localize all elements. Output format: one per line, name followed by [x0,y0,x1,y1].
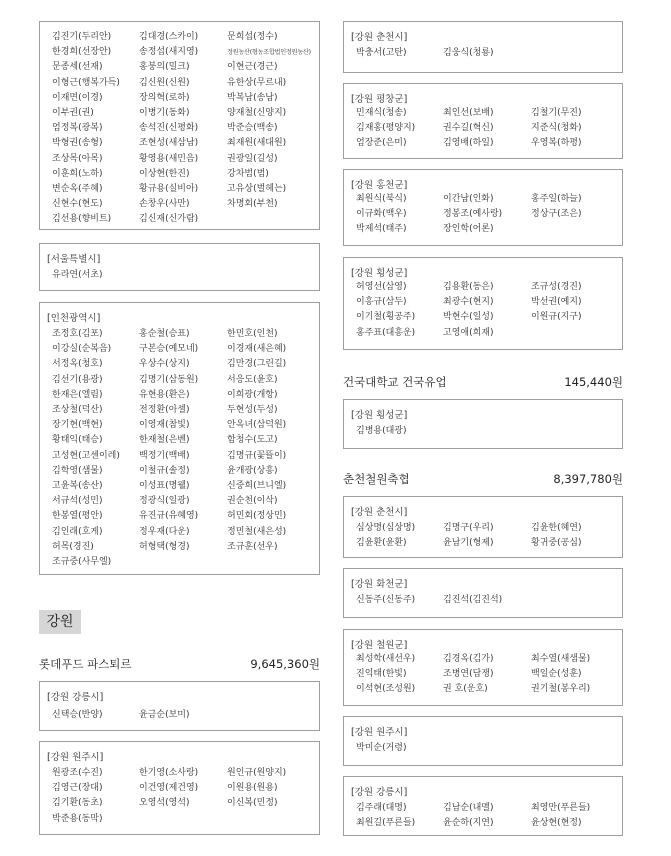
region-label: [강원 원주시] [47,752,104,763]
member-name: 손창우(사만) [139,199,190,210]
member-name: 이강실(순복음) [52,344,112,355]
member-name: 한봉열(평안) [52,511,103,522]
member-name: 권 호(운호) [443,684,488,695]
member-name: 조상목(아목) [52,153,103,164]
member-name: 허목(경진) [52,541,94,552]
member-name: 조현성(새삼남) [139,138,199,149]
member-name: 황규용(실비아) [139,184,199,195]
member-name: 문희섭(정수) [227,32,278,42]
hoengseong-box [343,399,623,449]
member-name: 최원식(북식) [356,194,407,204]
member-name: 이훈희(노하) [52,168,103,179]
member-name: 최광수(현지) [443,297,494,308]
member-name: 황영용(새민음) [139,153,199,164]
member-name [443,424,531,439]
member-name [227,708,327,723]
member-name: 박충서(고탄) [356,48,407,58]
member-name: 서응도(윤호) [227,374,278,385]
member-name [531,326,631,341]
incheon-box [39,302,320,575]
member-name: 심상명(심상명) [356,523,416,533]
gangneung-box [39,681,320,731]
cheorwon-box [343,629,623,706]
member-name: 이재면(이경) [52,92,103,103]
region-heading: 강원 [39,610,81,634]
member-name: 박선권(예지) [531,297,582,308]
name-grid [356,424,618,439]
member-name: 백일순(성훈) [531,669,582,680]
region-label: [강원 춘천시] [351,32,408,43]
member-name: 최영만(푸른들) [531,803,591,813]
member-name: 고영애(희재) [443,327,494,338]
member-name: 송석진(신평화) [139,123,199,134]
member-name [139,812,227,827]
member-name: 한기영(소사랑) [139,768,199,778]
name-grid [52,327,315,570]
member-name: 이원용(원용) [227,783,278,794]
member-name: 신동주(신동주) [356,595,416,605]
member-name: 조정호(김포) [52,329,103,339]
member-name: 박복남(송남) [227,92,278,103]
member-name: 조상철(덕산) [52,405,103,416]
member-name: 신택승(반양) [52,710,103,720]
member-name: 원광조(수진) [52,768,103,778]
member-name: 김명구(우리) [443,523,494,533]
member-name: 장인학(어론) [443,224,494,235]
member-name: 장의혁(로하) [139,92,190,103]
hoengseong-box [343,257,623,350]
member-name: 정상구(조은) [531,209,582,220]
member-name: 김병용(대광) [356,426,407,436]
member-name: 정원농산(형농조합법인정원농산) [227,49,311,57]
member-name: 고성현(고센이레) [52,450,120,461]
member-name: 황태익(태승) [52,435,103,446]
name-grid [52,268,315,283]
member-name: 서규석(성민) [52,496,103,507]
chuncheon-box [343,496,623,558]
region-label: [서울특별시] [47,254,101,265]
region-label: [강원 홍천군] [351,180,408,191]
member-name: 유진규(유혜영) [139,511,199,522]
member-name: 장기현(백현) [52,420,103,431]
member-name: 고유상(벌헤는) [227,184,287,195]
member-name: 허형택(형경) [139,541,190,552]
member-name: 구본승(예모네) [139,344,199,355]
member-name: 홍붕의(밀크) [139,62,190,73]
member-name: 정민철(새은성) [227,526,287,537]
hwacheon-box [343,568,623,618]
member-name: 김진석(김진석) [443,595,503,605]
member-name: 조규성(경진) [531,282,582,292]
member-name: 김재홍(평양지) [356,123,416,134]
member-name: 유라연(서초) [52,270,103,280]
member-name: 김영배(하일) [443,138,494,149]
pyeongchang-box [343,83,623,159]
member-name: 이영재(참빛) [139,420,190,431]
name-grid [356,46,618,61]
member-name: 허영선(삼영) [356,282,407,292]
member-name: 김대경(스카이) [139,32,199,42]
member-name: 최재원(새대원) [227,138,287,149]
member-name: 원인규(원양지) [227,768,287,778]
member-name: 이신복(민정) [227,798,278,809]
fund-amount: 9,645,360원 [250,657,320,671]
member-name: 조규훈(선우) [227,541,278,552]
region-label: [강원 철원군] [351,640,408,651]
member-name [227,212,327,227]
region-label: [강원 평창군] [351,94,408,105]
member-name: 이성표(명웰) [139,481,190,492]
member-name: 윤금순(보미) [139,710,190,720]
fund-name: 춘천철원축협 [343,472,410,486]
member-name: 문종세(선재) [52,62,103,73]
region-label: [인천광역시] [47,313,101,324]
member-name: 최인선(보배) [443,108,494,118]
member-name: 이희광(개항) [227,389,278,400]
name-grid [52,708,315,723]
name-grid [356,593,618,608]
member-name: 이병기(동화) [139,108,190,119]
fund-amount: 145,440원 [564,375,623,389]
member-name: 이부권(권) [52,108,94,119]
member-name: 이건영(제건영) [139,783,199,794]
member-name: 이경재(새은혜) [227,344,287,355]
member-name: 오영석(영석) [139,798,190,809]
member-name: 조규중(사무엘) [52,557,112,568]
member-name: 이규화(백우) [356,209,407,220]
fund-name: 롯데푸드 파스퇴르 [39,657,132,671]
fund-header [39,656,320,674]
member-name: 민재식(청송) [356,108,407,118]
member-name: 윤상현(현정) [531,818,582,829]
member-name: 황귀중(공심) [531,538,582,549]
member-name: 유한상(무르내) [227,77,287,88]
name-grid [356,741,618,756]
member-name: 한경희(선장안) [52,47,112,58]
member-name: 김윤환(윤환) [356,538,407,549]
name-grid [356,652,618,698]
member-name: 홍주일(하늘) [531,194,582,204]
member-name: 이형근(행복가득) [52,77,120,88]
member-name: 이원규(지구) [531,312,582,323]
member-name: 정우재(다운) [139,526,190,537]
member-name: 김기환(동초) [52,798,103,809]
member-name: 홍주표(대흥운) [356,327,416,338]
member-name: 이기철(횡공주) [356,312,416,323]
member-name: 이간남(인화) [443,194,494,204]
region-label: [강원 강릉시] [47,692,104,703]
member-name: 김선용(향비트) [52,214,112,225]
member-name: 박제석(태주) [356,224,407,235]
producer-list-box [39,21,320,230]
member-name [227,555,327,570]
member-name: 우상수(상지) [139,359,190,370]
member-name: 안옥녀(삼덕원) [227,420,287,431]
member-name: 김남순(내멜) [443,803,494,813]
member-name: 김영근(장대) [52,783,103,794]
member-name: 이철규(솔정) [139,465,190,476]
member-name: 이현근(경근) [227,62,278,73]
member-name: 정봉조(예사랑) [443,209,503,220]
member-name: 전정환(아셀) [139,405,190,416]
member-name [531,424,631,439]
member-name: 우영복(하평) [531,138,582,149]
member-name: 홍순철(승표) [139,329,190,339]
member-name: 권기철(봉우리) [531,684,591,695]
member-name: 박형권(송형) [52,138,103,149]
member-name: 엄정복(광복) [52,123,103,134]
member-name: 최원길(푸른들) [356,818,416,829]
member-name: 강차범(범) [227,168,269,179]
name-grid [52,30,315,228]
member-name: 고윤복(송산) [52,481,103,492]
member-name: 지준식(청화) [531,123,582,134]
member-name: 김신원(신원) [139,77,190,88]
member-name: 신현수(현도) [52,199,103,210]
member-name: 권광일(길성) [227,153,278,164]
member-name: 한재철(은벤) [139,435,190,446]
member-name: 차명회(부천) [227,199,278,210]
member-name: 김용환(동은) [443,282,494,292]
member-name: 함청수(도고) [227,435,278,446]
member-name: 한민호(인천) [227,329,278,339]
member-name: 권수길(혁신) [443,123,494,134]
member-name [531,593,631,608]
member-name [531,741,631,756]
region-label: [강원 원주시] [351,727,408,738]
member-name: 양재철(신양지) [227,108,287,119]
fund-header [343,374,623,392]
wonju-box [39,741,320,835]
chuncheon-box [343,21,623,73]
member-name: 이석현(조성원) [356,684,416,695]
member-name: 엄장준(은미) [356,138,407,149]
member-name: 김철기(무진) [531,108,582,118]
member-name: 김학영(샘물) [52,465,103,476]
region-label: [강원 횡성군] [351,268,408,279]
member-name: 윤남기(형제) [443,538,494,549]
member-name: 이상현(한진) [139,168,190,179]
region-label: [강원 춘천시] [351,507,408,518]
name-grid [356,192,618,238]
member-name: 박미순(거령) [356,743,407,753]
fund-amount: 8,397,780원 [553,472,623,486]
member-name [531,222,631,237]
member-name [443,741,531,756]
member-name [139,555,227,570]
member-name: 김인래(호게) [52,526,103,537]
member-name: 김만경(그린길) [227,359,287,370]
member-name [227,812,327,827]
member-name: 두현성(두성) [227,405,278,416]
member-name: 김웅식(청룡) [443,48,494,58]
member-name: 진익태(한빛) [356,669,407,680]
member-name: 김주래(대명) [356,803,407,813]
seoul-box [39,243,320,291]
member-name: 김선기(용광) [52,374,103,385]
member-name: 백정기(백배) [139,450,190,461]
fund-name: 건국대학교 건국유업 [343,375,447,389]
member-name: 신중희(브니엘) [227,481,287,492]
member-name [531,46,631,61]
member-name: 김명규(꽃뜰이) [227,450,287,461]
member-name: 박준승(백송) [227,123,278,134]
region-label: [강원 횡성군] [351,410,408,421]
member-name: 박현수(일성) [443,312,494,323]
fund-header [343,471,623,489]
member-name: 정광식(일광) [139,496,190,507]
member-name: 최수열(새샘물) [531,654,591,664]
name-grid [356,280,618,341]
member-name: 이흥규(삼두) [356,297,407,308]
wonju-box [343,716,623,766]
region-label: [강원 화천군] [351,579,408,590]
gangneung-box [343,776,623,836]
member-name: 윤개광(상흥) [227,465,278,476]
region-label: [강원 강릉시] [351,787,408,798]
hongcheon-box [343,169,623,246]
member-name: 박준용(동막) [52,813,103,824]
member-name: 김진기(두리안) [52,32,112,42]
member-name: 송정섭(새지영) [139,47,199,58]
member-name: 김경옥(김가) [443,654,494,664]
member-name: 허민회(정상민) [227,511,287,522]
member-name: 변순옥(주혜) [52,184,103,195]
member-name: 서정옥(청호) [52,359,103,370]
name-grid [356,801,618,831]
member-name: 권순천(이삭) [227,496,278,507]
member-name: 윤순하(지연) [443,818,494,829]
name-grid [52,766,315,827]
member-name: 김신재(신가람) [139,214,199,225]
name-grid [356,106,618,152]
member-name: 김윤한(혜연) [531,523,582,533]
member-name: 조병연(담쟁) [443,669,494,680]
member-name: 한재은(엘림) [52,389,103,400]
member-name: 최성학(새선우) [356,654,416,664]
name-grid [356,521,618,551]
member-name: 김명기(삼동원) [139,374,199,385]
member-name: 유현용(환은) [139,389,190,400]
